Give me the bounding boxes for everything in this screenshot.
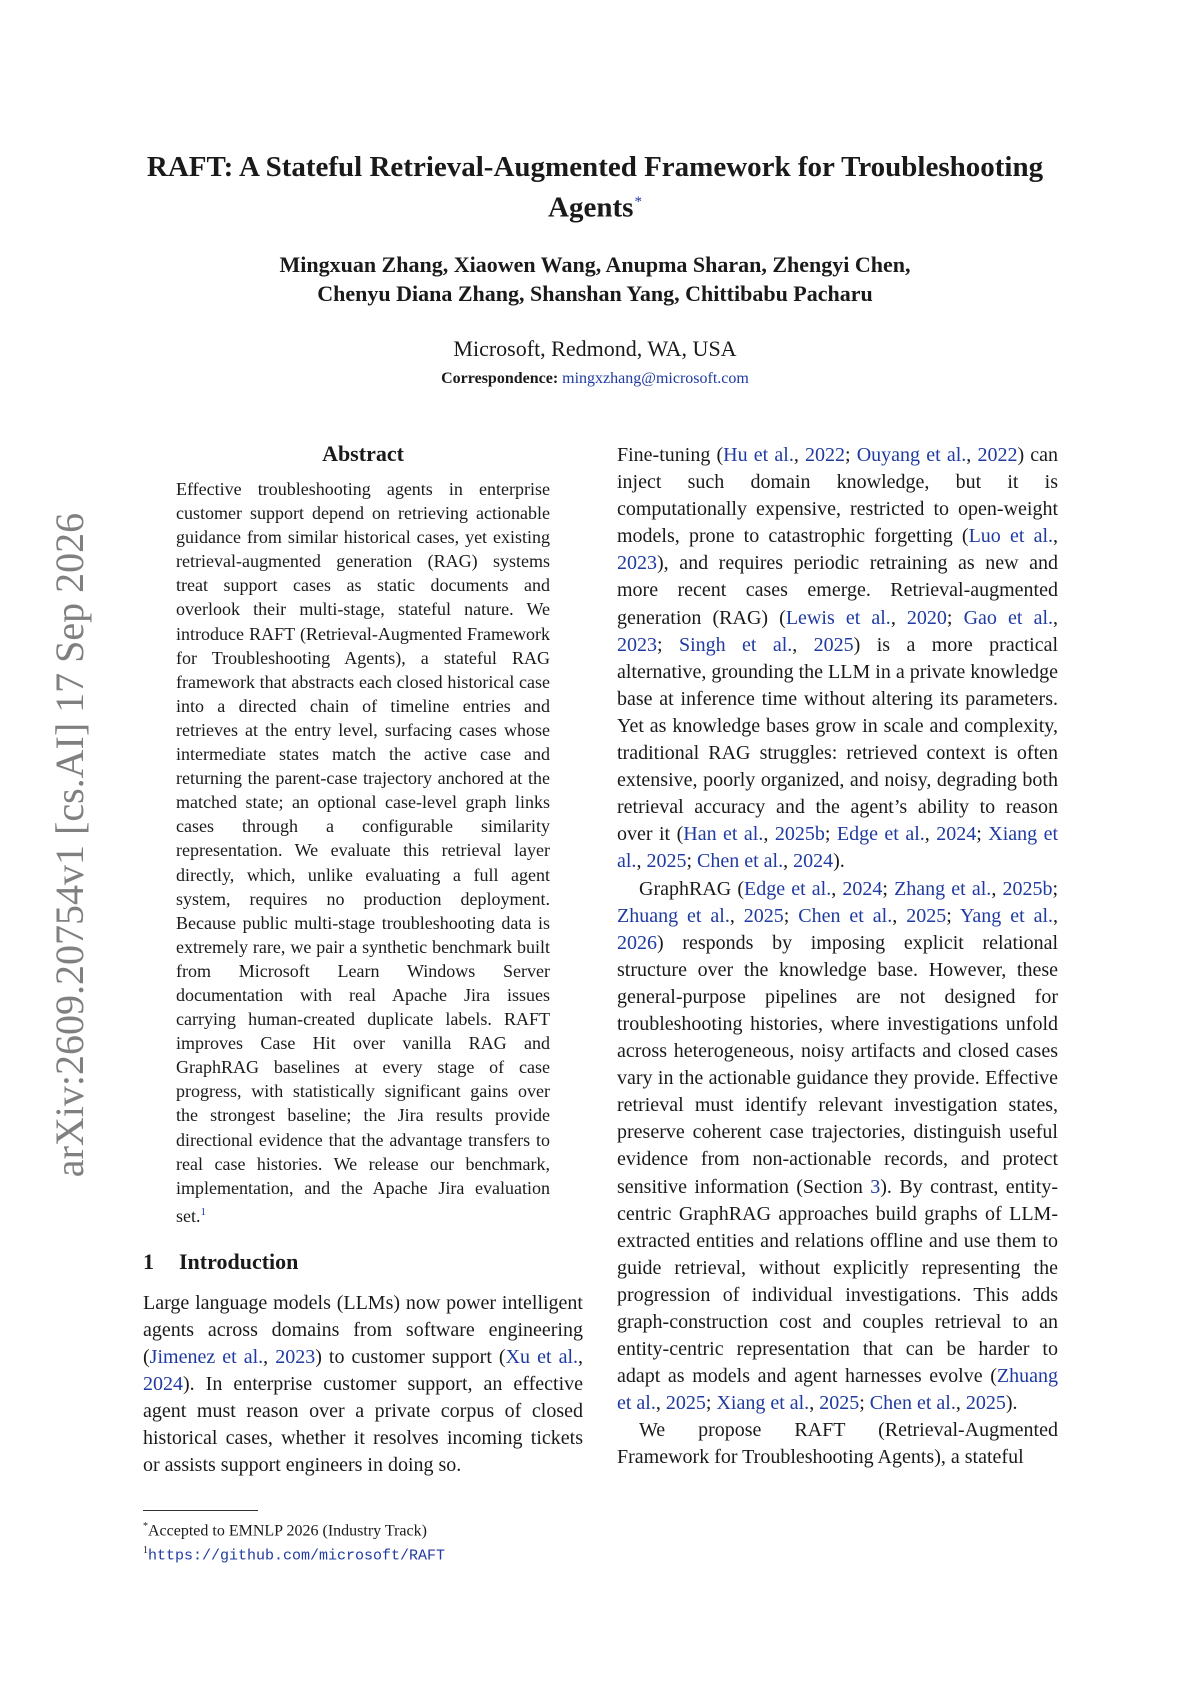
correspondence-email-link[interactable]: mingxzhang@microsoft.com (562, 370, 749, 387)
abstract-text: Effective troubleshooting agents in enterprise customer support depend on retrieving actionable guidance from similar historical cases, yet existing retrieval-augmented generation (RAG) systems treat support cases as static documents and overlook their multi-stage, stateful nature. We introduce RAFT (Retrieval-Augmented Framework for Troubleshooting Agents), a stateful RAG framework that abstracts each closed historical case into a directed chain of timeline entries and retrieves at the entry level, surfacing cases whose intermediate states match the active case and returning the parent-case trajectory anchored at the matched state; an optional case-level graph links cases through a configurable similarity representation. We evaluate this retrieval layer directly, which, unlike evaluating a full agent system, requires no production deployment. Because public multi-stage troubleshooting data is extremely rare, we pair a synthetic benchmark built from Microsoft Learn Windows Server documentation with real Apache Jira issues carrying human-created duplicate labels. RAFT improves Case Hit over vanilla RAG and GraphRAG baselines at every stage of case progress, with statistically significant gains over the strongest baseline; the Jira results provide directional evidence that the advantage transfers to real case histories. We release our benchmark, implementation, and the Apache Jira evaluation set. (176, 479, 550, 1226)
text-run: Fine-tuning ( (617, 444, 724, 466)
section-heading-introduction (143, 1248, 583, 1276)
citation-link[interactable]: Han et al. (683, 823, 764, 846)
citation-link[interactable]: 2024 (842, 877, 883, 900)
citation-link[interactable]: Chen et al. (697, 850, 784, 873)
citation-link[interactable]: 2020 (906, 606, 947, 629)
footnote-marker: 1 (143, 1545, 148, 1557)
citation-link[interactable]: Zhuang et al. (617, 1365, 1058, 1415)
citation-link[interactable]: 2023 (617, 633, 657, 656)
correspondence-label: Correspondence: (441, 370, 559, 387)
text-run: , (263, 1346, 276, 1369)
citation-link[interactable]: Lewis et al. (785, 606, 891, 629)
text-run: , (831, 877, 843, 900)
text-run: ; (783, 904, 799, 927)
citation-link[interactable]: 2024 (793, 850, 834, 873)
text-run: ; (946, 606, 964, 629)
body-paragraph-graphrag (617, 876, 1058, 1418)
citation-link[interactable]: Edge et al. (744, 877, 832, 900)
footnote-acceptance (143, 1517, 583, 1541)
text-run: , (578, 1346, 583, 1369)
affiliation: Microsoft, Redmond, WA, USA (453, 336, 737, 361)
citation-link[interactable]: 2025b (1002, 877, 1053, 900)
abstract-heading: Abstract (322, 441, 404, 466)
text-run: ). In enterprise customer support, an effective agent must reason over a private corpus of closed historical cases, whether it resolves incoming tickets or assists support engineers in doing so. (143, 1373, 583, 1477)
text-run: , (1053, 606, 1058, 629)
text-run: ). (1005, 1392, 1018, 1415)
section-title: Introduction (179, 1248, 299, 1274)
section-reference-link[interactable]: 3 (870, 1175, 881, 1198)
citation-link[interactable]: Edge et al. (836, 823, 925, 846)
text-run: ; (859, 1392, 870, 1415)
text-run: , (966, 444, 978, 466)
text-run: , (636, 850, 647, 873)
text-run: , (1053, 904, 1059, 927)
text-run: GraphRAG ( (639, 877, 744, 900)
body-paragraph-proposal: We propose RAFT (Retrieval-Augmented Framework for Troubleshooting Agents), a stateful (617, 1419, 1058, 1469)
citation-link[interactable]: 2022 (805, 444, 845, 466)
section-number: 1 (143, 1248, 154, 1274)
text-run: , (783, 850, 794, 873)
text-run: ). By contrast, entity-centric GraphRAG approaches build graphs of LLM-extracted entities and relations offline and use them to guide retrieval, without explicitly representing the progression of individual investigations. This adds graph-construction cost and couples retrieval to an entity-centric representation that can be harder to adapt as models and agent harnesses evolve ( (617, 1175, 1058, 1388)
repository-url-link[interactable]: https://github.com/microsoft/RAFT (148, 1547, 446, 1565)
text-run: , (729, 904, 744, 927)
text-run: , (792, 633, 814, 656)
citation-link[interactable]: 2025 (743, 904, 784, 927)
paper-title-text: RAFT: A Stateful Retrieval-Augmented Framework for Troubleshooting Agents (146, 151, 1044, 224)
abstract-body (176, 477, 550, 1228)
text-run: ; (657, 633, 679, 656)
citation-link[interactable]: Jimenez et al. (149, 1346, 264, 1369)
citation-link[interactable]: 2025 (819, 1392, 860, 1415)
paper-title (140, 150, 1050, 226)
text-run: ), and requires periodic retraining as new and more recent cases emerge. Retrieval-augmented generation (RAG) ( (617, 552, 1058, 629)
citation-link[interactable]: Chen et al. (798, 904, 893, 927)
text-run: , (892, 904, 907, 927)
body-paragraph-fine-tuning (617, 442, 1058, 876)
citation-link[interactable]: Singh et al. (678, 633, 793, 656)
authors-line-1: Mingxuan Zhang, Xiaowen Wang, Anupma Sharan, Zhengyi Chen, (279, 252, 911, 277)
footnote-text: Accepted to EMNLP 2026 (Industry Track) (148, 1522, 427, 1540)
citation-link[interactable]: Ouyang et al. (856, 444, 967, 466)
arxiv-identifier: arXiv:2609.20754v1 [cs.AI] 17 Sep 2026 (47, 512, 92, 1178)
text-run: , (809, 1392, 820, 1415)
text-run: ) can inject such domain knowledge, but it is computationally expensive, restricted to open-weight models, prone to catastrophic forgetting ( (617, 444, 1059, 548)
citation-link[interactable]: 2024 (143, 1373, 183, 1396)
citation-link[interactable]: 2023 (275, 1346, 316, 1369)
citation-link[interactable]: 2026 (617, 931, 657, 954)
title-footnote-marker[interactable]: * (634, 194, 642, 210)
citation-link[interactable]: 2025 (906, 904, 947, 927)
footnote-repository (143, 1541, 583, 1566)
citation-link[interactable]: 2025 (813, 633, 854, 656)
citation-link[interactable]: Zhang et al. (894, 877, 992, 900)
authors-line-2: Chenyu Diana Zhang, Shanshan Yang, Chittibabu Pacharu (317, 281, 873, 306)
intro-paragraph (143, 1290, 583, 1480)
text-run: , (763, 823, 775, 846)
citation-link[interactable]: Gao et al. (963, 606, 1053, 629)
right-column (617, 442, 1058, 1472)
citation-link[interactable]: Xu et al. (505, 1346, 578, 1369)
text-run: ; (705, 1392, 717, 1415)
text-run: ; (976, 823, 989, 846)
text-run: ; (845, 444, 857, 466)
text-run: , (955, 1392, 966, 1415)
citation-link[interactable]: Hu et al. (723, 444, 794, 466)
text-run: , (890, 606, 907, 629)
citation-link[interactable]: Yang et al. (959, 904, 1054, 927)
citation-link[interactable]: 2025 (665, 1392, 706, 1415)
footnote-rule (143, 1510, 258, 1511)
citation-link[interactable]: Xiang et al. (617, 823, 1059, 873)
citation-link[interactable]: Zhuang et al. (617, 904, 730, 927)
citation-link[interactable]: Xiang et al. (716, 1392, 810, 1415)
text-run: ; (686, 850, 697, 873)
text-run: ) responds by imposing explicit relational structure over the knowledge base. However, these general-purpose pipelines are not designed for troubleshooting histories, where investigations unfold across heterogeneous, noisy artifacts and closed cases vary in the actionable guidance they provide. Effective retrieval must identify relevant investigation states, preserve coherent case trajectories, distinguish useful evidence from non-actionable records, and protect sensitive information (Section (617, 931, 1058, 1198)
text-run: ; (1052, 877, 1059, 900)
citation-link[interactable]: Luo et al. (968, 525, 1054, 548)
text-run: ) to customer support ( (315, 1346, 506, 1369)
citation-link[interactable]: 2024 (936, 823, 977, 846)
text-run: , (991, 877, 1003, 900)
citation-link[interactable]: 2022 (977, 444, 1018, 466)
text-run: ; (882, 877, 895, 900)
citation-link[interactable]: 2025 (965, 1392, 1006, 1415)
citation-link[interactable]: Chen et al. (869, 1392, 956, 1415)
citation-link[interactable]: 2023 (617, 552, 657, 575)
abstract-footnote-link[interactable]: 1 (200, 1205, 206, 1218)
text-run: ; (824, 823, 837, 846)
text-run: ). (833, 850, 845, 873)
citation-link[interactable]: 2025 (646, 850, 687, 873)
text-run: , (793, 444, 805, 466)
text-run: Large language models (LLMs) now power intelligent agents across domains from software engineering ( (143, 1291, 583, 1369)
citation-link[interactable]: 2025b (774, 823, 825, 846)
correspondence (140, 369, 1050, 389)
author-list (140, 250, 1050, 308)
text-run: ; (946, 904, 960, 927)
text-run: ) is a more practical alternative, grounding the LLM in a private knowledge base at inference time without altering its parameters. Yet as knowledge bases grow in scale and complexity, traditional RAG struggles: retrieved context is often extensive, poorly organized, and noisy, degrading both retrieval accuracy and the agent’s ability to reason over it ( (617, 633, 1059, 846)
footnotes (143, 1510, 583, 1567)
text-run: , (1053, 525, 1059, 548)
footnote-marker: * (143, 1521, 148, 1532)
left-column (143, 440, 583, 1480)
text-run: , (924, 823, 937, 846)
text-run: , (655, 1392, 666, 1415)
